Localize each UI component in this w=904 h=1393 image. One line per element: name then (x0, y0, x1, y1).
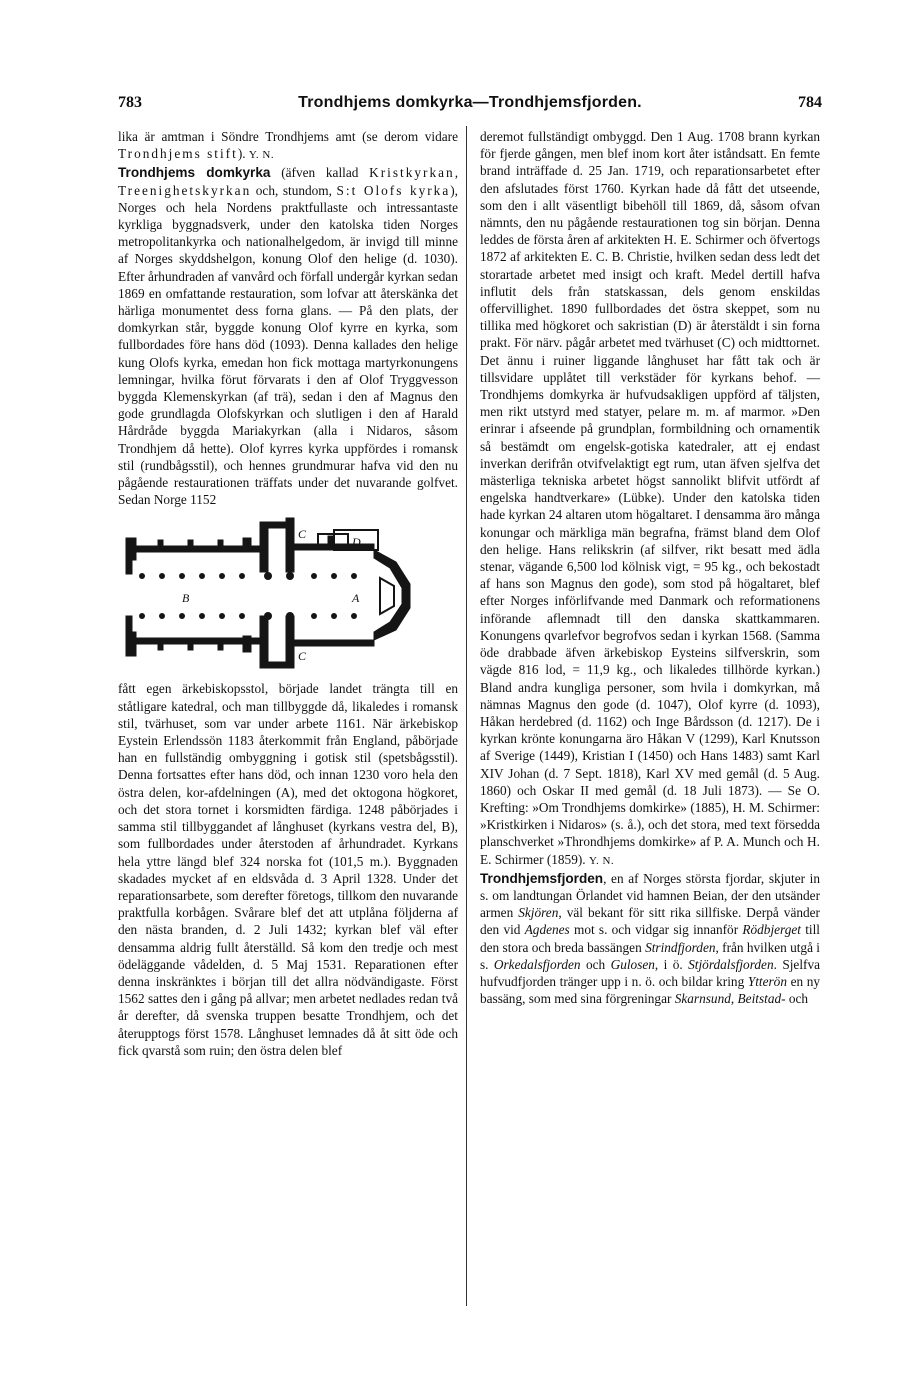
running-title: Trondhjems domkyrka—Trondhjemsfjorden. (298, 94, 642, 111)
entry-trondhjems-domkyrka (118, 164, 458, 508)
entry-text: till den stora och breda bassängen (480, 922, 820, 955)
place-name: Skjören (518, 905, 559, 921)
left-column (118, 128, 458, 1059)
entry-text-continued: fått egen ärkebiskopsstol, började landet trängta till en ståtligare katedral, och man tillbyggde då, likaledes i romansk stil, tvärhuset, som var under arbete 1161. När ärkebiskop Eystein Erlendssön 1183 återkommit från England, påbörjade han en fullständig ombyggning i gotisk stil (spetsbågsstil). Denna fortsattes efter hans död, och innan 1230 voro hela den östra delen, kor-afdelningen (A), med det oktogona högkoret, och det stora tornet i korsmidten färdiga. 1248 påbörjades i samma stil tillbyggandet af långhuset (kyrkans vestra del, B), som fullbordades under återstoden af århundradet. Kyrkans hela yttre längd blef 324 norska fot (101,5 m.). Byggnaden skadades mycket af en eldsvåda d. 3 April 1328. Under det reparationsarbete, som derefter företogs, tillkom den nuvarande praktfulla korbågen. Svårare blef det att utplåna följderna af den nästa branden, d. 2 Juli 1432; kyrkan blef väl efter densamma aldrig fullt återställd. Så kom den tredje och mest ödeläggande vådelden, d. 5 Maj 1531. Reparationen efter denna inskränktes i början till det allra nödvändigaste. Först 1562 sattes den i gång på allvar; men arbetet nedlades redan två år derefter, då svenska truppen besatte Trondhjem, och det återupptogs först 1578. Långhuset lemnades då åt sitt öde och fick qvarstå som ruin; den östra delen blef (118, 681, 458, 1058)
alt-name: S:t Olofs kyrka (336, 182, 451, 198)
plan-label-d: D (352, 535, 361, 550)
page-number-left: 783 (118, 94, 142, 111)
entry-text: , en af Norges största fjordar, skjuter in s. om landtungan Örlandet vid hamnen Beian, der den utsänder armen (480, 870, 820, 921)
entry-text: , väl bekant för sitt rika sillfiske. Derpå vänder den vid (480, 905, 820, 938)
entry-text: en ny bassäng, som med sina förgreningar (480, 973, 820, 1007)
place-name: Gulosen (610, 956, 655, 972)
place-name: Strindfjorden (645, 939, 716, 955)
entry-text: mot s. och vidgar sig innanför (569, 922, 743, 938)
entry-text: , i ö. (654, 956, 689, 972)
page-number-right: 784 (798, 94, 822, 111)
place-name: Beitstad- (737, 991, 786, 1007)
place-name: Rödbjerget (742, 922, 801, 938)
plan-label-a: A (352, 591, 360, 606)
entry-text: lika är amtman i Söndre Trondhjems amt (se derom vidare (118, 129, 458, 144)
author-signature: Y. N. (588, 854, 615, 867)
entry-text: deremot fullständigt ombyggd. Den 1 Aug. 1708 brann kyrkan för fjerde gången, men blef inom kort åter iståndsatt. En femte brand inträffade d. 25 Jan. 1719, och reparationsarbetet efter den afslutades först 1760. Kyrkan hade då fått det utseende, som den i allt väsentligt bibehöll till 1869, då, såsom ofvan nämnts, den nu pågående restaurationen tog sin början. Denna leddes de första åren af arkitekten H. E. Schirmer och öfvertogs 1872 af arkitekten E. C. B. Christie, hvilken sedan dess ledt det storartade arbetet med insigt och kraft. Medel dertill hafva influtit dels från statskassan, dels genom enskildas offervillighet. 1890 fullbordades det östra skeppet, som nu tillika med högkoret och sakristian (D) är återstäldt i sin forna prakt. För närv. pågår arbetet med tvärhuset (C) och midttornet. Det ännu i ruiner liggande långhuset har fått tak och är tillsvidare upplåtet till verkstäder för kyrkans behof. — Trondhjems domkyrka är hufvudsakligen uppförd af täljsten, men rikt utstyrd med statyer, pelare m. m. af marmor. »Den erinrar i afseende på grundplan, formbildning och ornamentik så bestämdt om engelsk-gotiska katedraler, att ej endast inverkan derifrån otvifvelaktigt egt rum, utan äfven sjelfva det mästerliga tekniska arbetet högst sannolikt blifvit utfördt af engelska handtverkare» (Lübke). Under den katolska tiden hade kyrkan 24 altaren utom högaltaret. I densamma äro många konungar och märkliga män begrafna, främst bland dem Olof den helige. Hans relikskrin (af silfver, rikt besatt med ädla stenar, vägande 6,500 lod kölnisk vigt, = 95 kg., och bekostadt af hans son Magnus den gode), som stod på högaltaret, blef efter Norges införlifvande med Danmark och reformationens införande aflemnadt till den danska skattkammaren. Konungens qvarlefvor begrofvos sedan i kyrkan 1568. (Samma öde drabbade äfven ärkebiskop Eysteins silfverskrin, som vägde 816 lod, = 11,9 kg., och likaledes tillhörde kyrkan.) Bland andra kungliga personer, som hvila i domkyrkan, må nämnas Magnus den gode (d. 1047), Olof kyrre (d. 1093), Håkan herdebred (d. 1162) och Inge Bårdsson (d. 1217). De i kyrkan krönte konungarna äro Håkan V (1299), Karl Knutsson af Sverige (1449), Kristian I (1450) och Hans 1483) samt Karl XIV Johan (d. 7 Sept. 1818), Karl XV med gemål (d. 5 Aug. 1860) och Oskar II med gemål (d. 18 Juli 1873). — Se O. Krefting: »Om Trondhjems domkirke» (1885), H. M. Schirmer: »Kristkirken i Nidaros» (s. å.), och det stora, med text försedda planschverket »Throndhjems domkirke» af P. A. Munch och H. E. Schirmer (1859). (480, 129, 820, 867)
place-name: Ytterön (747, 973, 787, 989)
right-column (480, 128, 820, 1007)
entry-text: och (785, 991, 809, 1007)
entry-continuation (118, 128, 458, 164)
author-signature: Y. N. (248, 149, 275, 162)
entry-trondhjemsfjorden (480, 870, 820, 1008)
entry-text: , från hvilken utgå i s. (480, 939, 821, 972)
plan-label-c-top: C (298, 527, 307, 542)
entry-text: (äfven kallad (270, 165, 370, 181)
entry-text: ), Norges och hela Nordens praktfullaste och intressantaste kyrkliga byggnadsverk, under den katolska tiden Norges metropolitankyrka och nationalhelgedom, är invigd till minne af Norges skyddshelgon, konung Olof den helige (d. 1030). Efter århundraden af vanvård och förfall undergår kyrkan sedan 1869 en omfattande restauration, som lofvar att återskänka det härliga monumentet dess forna glans. — På den plats, der domkyrkan står, byggde konung Olof kyrre en kyrka, som fullbordades före hans död (1093). Denna kallades den helige kung Olofs kyrka, emedan hon fick mottaga martyrkonungens lemningar, hvilka förut förvarats i den af Olof Tryggvesson byggda Klemenskyrkan (af trä), sedan i den af Magnus den gode grundlagda Olofskyrkan och slutligen i den af Harald Hårdråde byggda Mariakyrkan (alla i Nidaros, såsom Trondhjem då hette). Olof kyrres kyrka uppfördes i romansk stil (rundbågsstil), och hennes grundmurar hafva vid den nu pågående restaurationen träffats under det nuvarande golfvet. Sedan Norge 1152 (118, 182, 458, 508)
page-header (118, 94, 822, 116)
entry-headword: Trondhjemsfjorden (480, 870, 604, 886)
alt-name: Kristkyrkan (369, 165, 455, 181)
alt-name: Treenighetskyrkan (118, 182, 252, 198)
entry-headword: Trondhjems domkyrka (118, 165, 271, 181)
entry-continuation-right (480, 128, 820, 870)
plan-label-c-bottom: C (298, 649, 307, 664)
cathedral-floor-plan (118, 516, 458, 672)
entry-text: . Sjelfva hufvudfjorden tränger upp i n. ö. och bildar kring (480, 956, 820, 989)
entry-text: och (580, 956, 611, 972)
plan-label-b: B (182, 591, 190, 606)
place-name: Stjördalsfjorden (688, 956, 774, 972)
column-divider (466, 126, 467, 1306)
entry-text: och, stundom, (251, 182, 337, 198)
entry-text: , (730, 991, 738, 1007)
entry-text: ). (237, 146, 246, 162)
place-name: Agdenes (524, 922, 570, 938)
place-name: Orkedalsfjorden (493, 956, 581, 972)
entry-text: , (454, 165, 459, 181)
cross-reference: Trondhjems stift (118, 146, 238, 162)
place-name: Skarnsund (674, 991, 731, 1007)
